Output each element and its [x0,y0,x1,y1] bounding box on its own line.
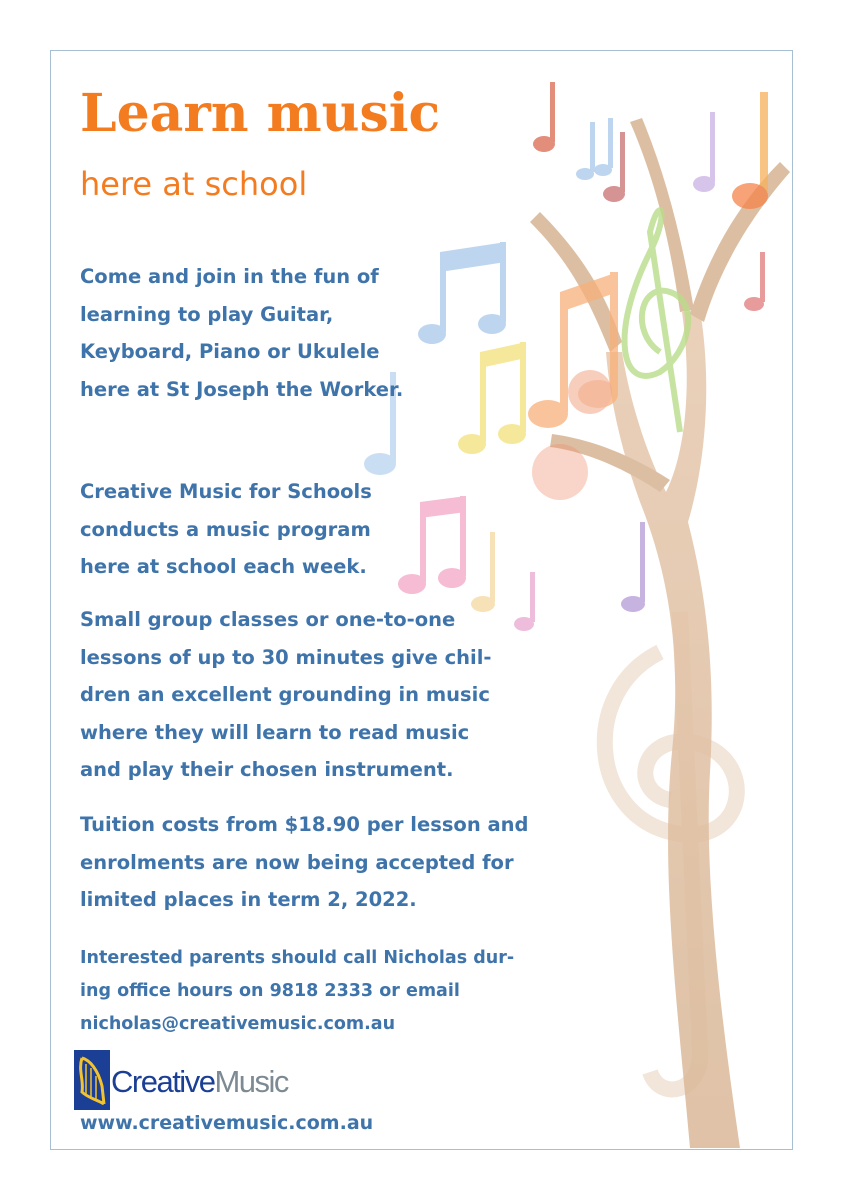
logo-word-creative: Creative [111,1064,215,1099]
classes-line: and play their chosen instrument. [80,758,454,782]
intro-paragraph [80,258,403,408]
classes-line: where they will learn to read music [80,720,470,744]
page-subtitle: here at school [80,165,308,203]
music-notes [364,82,768,631]
contact-line: ing office hours on 9818 2333 or email [80,981,460,1001]
tree-trunk [606,310,740,1148]
website-link[interactable]: www.creativemusic.com.au [80,1112,374,1134]
program-line: conducts a music program [80,517,371,541]
costs-paragraph [80,806,529,919]
classes-paragraph [80,601,492,789]
costs-line: Tuition costs from $18.90 per lesson and [80,813,529,836]
costs-line: limited places in term 2, 2022. [80,888,417,912]
intro-line: Come and join in the fun of [80,265,379,288]
classes-line: dren an excellent grounding in music [80,683,490,707]
logo-word-music: Music [214,1064,288,1099]
intro-line: Keyboard, Piano or Ukulele [80,340,380,364]
harp-logo-icon [74,1050,110,1110]
costs-line: enrolments are now being accepted for [80,850,514,874]
classes-line: lessons of up to 30 minutes give chil- [80,645,492,669]
program-line: Creative Music for Schools [80,480,372,503]
creative-music-logo [74,1050,374,1110]
contact-email[interactable]: nicholas@creativemusic.com.au [80,1014,396,1034]
classes-line: Small group classes or one-to-one [80,608,456,631]
logo-wordmark [111,1066,288,1097]
contact-line: Interested parents should call Nicholas dur- [80,948,515,968]
program-line: here at school each week. [80,555,367,579]
intro-line: here at St Joseph the Worker. [80,377,404,401]
program-paragraph [80,473,372,586]
page-title: Learn music [80,83,441,144]
intro-line: learning to play Guitar, [80,302,334,326]
contact-paragraph [80,942,514,1041]
